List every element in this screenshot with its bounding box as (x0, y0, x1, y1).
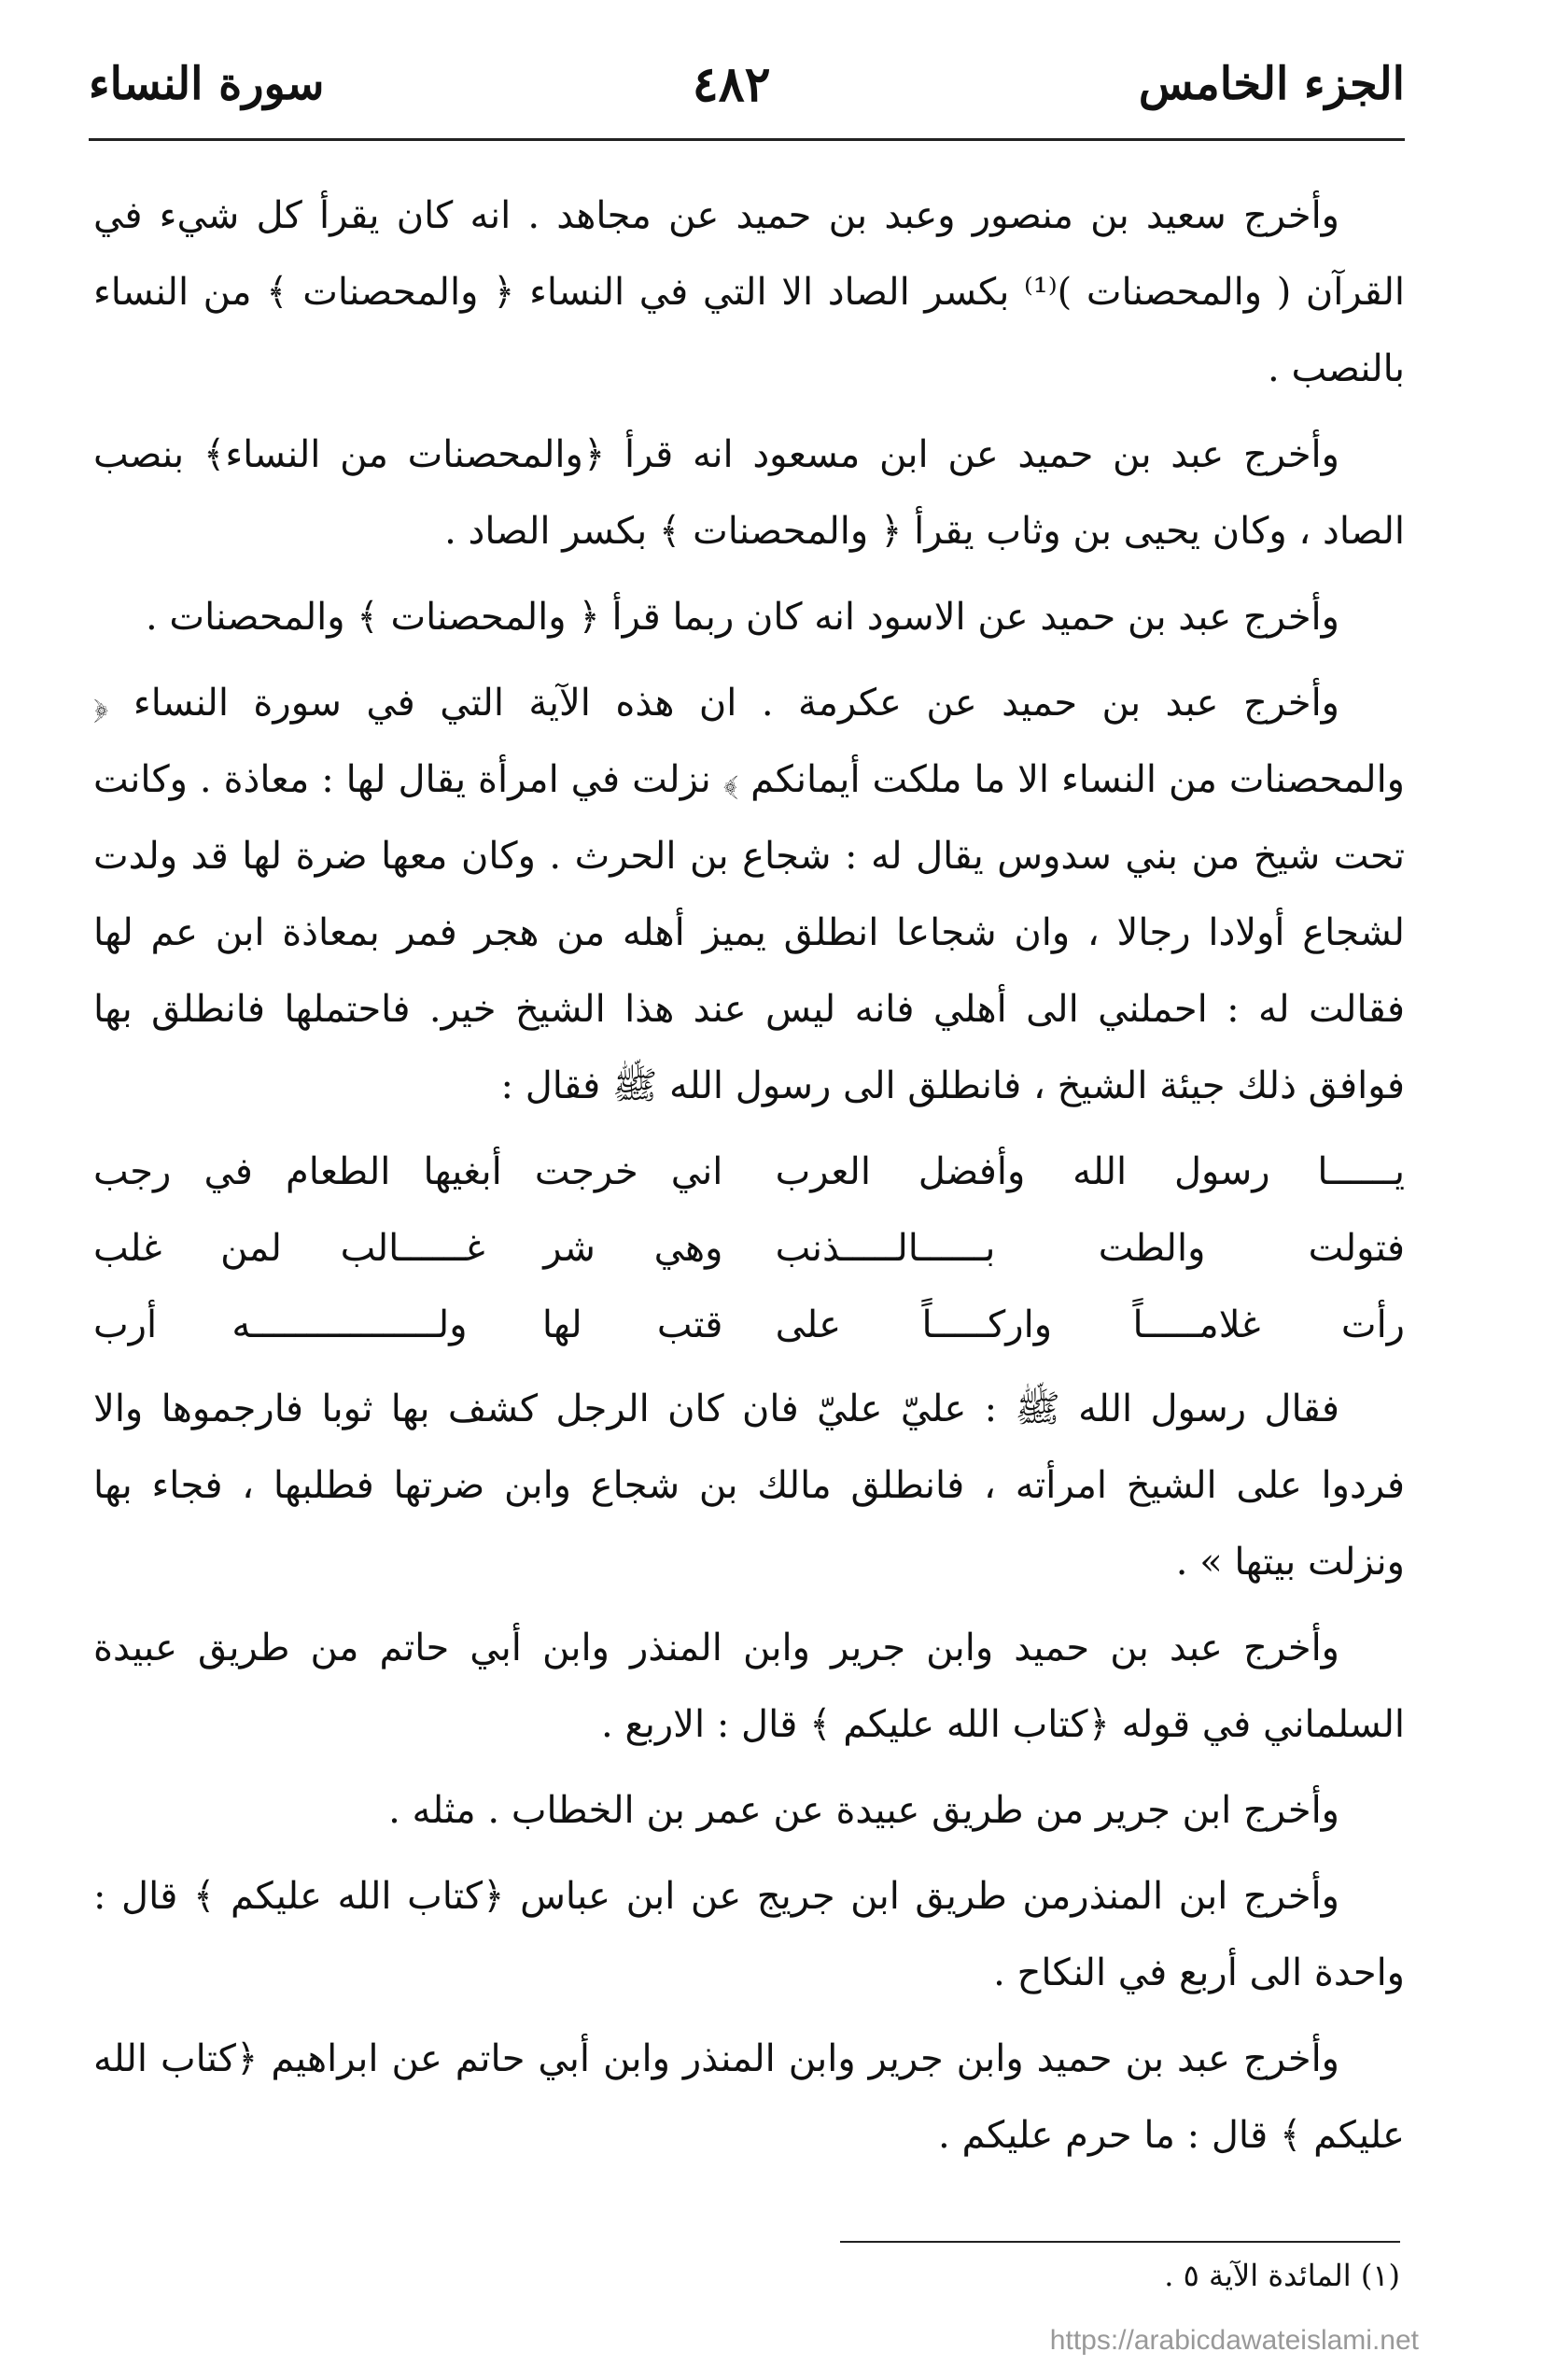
verse-second-hemistich: اني خرجت أبغيها الطعام في رجب (93, 1150, 723, 1193)
verse-first-hemistich: رأت غلامـــــاً واركـــــاً على (775, 1303, 1405, 1346)
page-body (93, 177, 1405, 2183)
verse-second-hemistich: قتب لها ولـــــــــــــــــه أرب (93, 1303, 723, 1346)
verse-first-hemistich: يــــــا رسول الله وأفضل العرب (775, 1150, 1405, 1193)
footnote-divider (840, 2241, 1400, 2243)
poem-verses (93, 1134, 1405, 1363)
paragraph: فقال رسول الله ﷺ : عليّ عليّ فان كان الرجل كشف بها ثوبا فارجموها والا فردوا على الشيخ امرأته ، فانطلق مالك بن شجاع وابن ضرتها فطلبها ، فجاء بها ونزلت بيتها » . (93, 1387, 1405, 1584)
verse-line (93, 1134, 1405, 1210)
paragraph: وأخرج عبد بن حميد وابن جرير وابن المنذر وابن أبي حاتم من طريق عبيدة السلماني في قوله ﴿كتاب الله عليكم ﴾ قال : الاربع . (93, 1627, 1405, 1746)
footnote: (١) المائدة الآية ٥ . (1164, 2258, 1400, 2293)
paragraph: وأخرج عبد بن حميد وابن جرير وابن المنذر وابن أبي حاتم عن ابراهيم ﴿كتاب الله عليكم ﴾ قال : ما حرم عليكم . (93, 2037, 1405, 2157)
paragraph: وأخرج ابن جرير من طريق عبيدة عن عمر بن الخطاب . مثله . (388, 1789, 1339, 1832)
part-label: الجزء الخامس (1138, 58, 1405, 110)
paragraph: وأخرج عبد بن حميد عن ابن مسعود انه قرأ ﴿والمحصنات من النساء﴾ بنصب الصاد ، وكان يحيى بن وثاب يقرأ ﴿ والمحصنات ﴾ بكسر الصاد . (93, 433, 1405, 553)
paragraph: وأخرج سعيد بن منصور وعبد بن حميد عن مجاهد . انه كان يقرأ كل شيء في القرآن ( والمحصنات )⁽¹⁾ بكسر الصاد الا التي في النساء ﴿ والمحصنات ﴾ من النساء بالنصب . (93, 194, 1406, 390)
verse-second-hemistich: وهي شر غــــــالب لمن غلب (93, 1227, 723, 1270)
paragraph: وأخرج عبد بن حميد عن الاسود انه كان ربما قرأ ﴿ والمحصنات ﴾ والمحصنات . (145, 596, 1339, 639)
paragraph: وأخرج عبد بن حميد عن عكرمة . ان هذه الآية التي في سورة النساء ﴿ والمحصنات من النساء الا ما ملكت أيمانكم ﴾ نزلت في امرأة يقال لها : معاذة . وكانت تحت شيخ من بني سدوس يقال له : شجاع بن الحرث . وكان معها ضرة لها قد ولدت لشجاع أولادا رجالا ، وان شجاعا انطلق يميز أهله من هجر فمر بمعاذة ابن عم لها فقالت له : احملني الى أهلي فانه ليس عند هذا الشيخ خير. فاحتملها فانطلق بها فوافق ذلك جيئة الشيخ ، فانطلق الى رسول الله ﷺ فقال : (93, 682, 1405, 1107)
verse-line (93, 1287, 1405, 1363)
page-header (89, 51, 1405, 117)
verse-first-hemistich: فتولت والطت بــــــالـــــذنب (775, 1227, 1405, 1270)
surah-label: سورة النساء (89, 58, 325, 110)
page-number: ٤٨٢ (692, 55, 771, 113)
watermark-url: https://arabicdawateislami.net (1049, 2325, 1419, 2356)
verse-line (93, 1210, 1405, 1287)
paragraph: وأخرج ابن المنذرمن طريق ابن جريج عن ابن عباس ﴿كتاب الله عليكم ﴾ قال : واحدة الى أربع في النكاح . (93, 1875, 1405, 1994)
header-divider (89, 138, 1405, 141)
